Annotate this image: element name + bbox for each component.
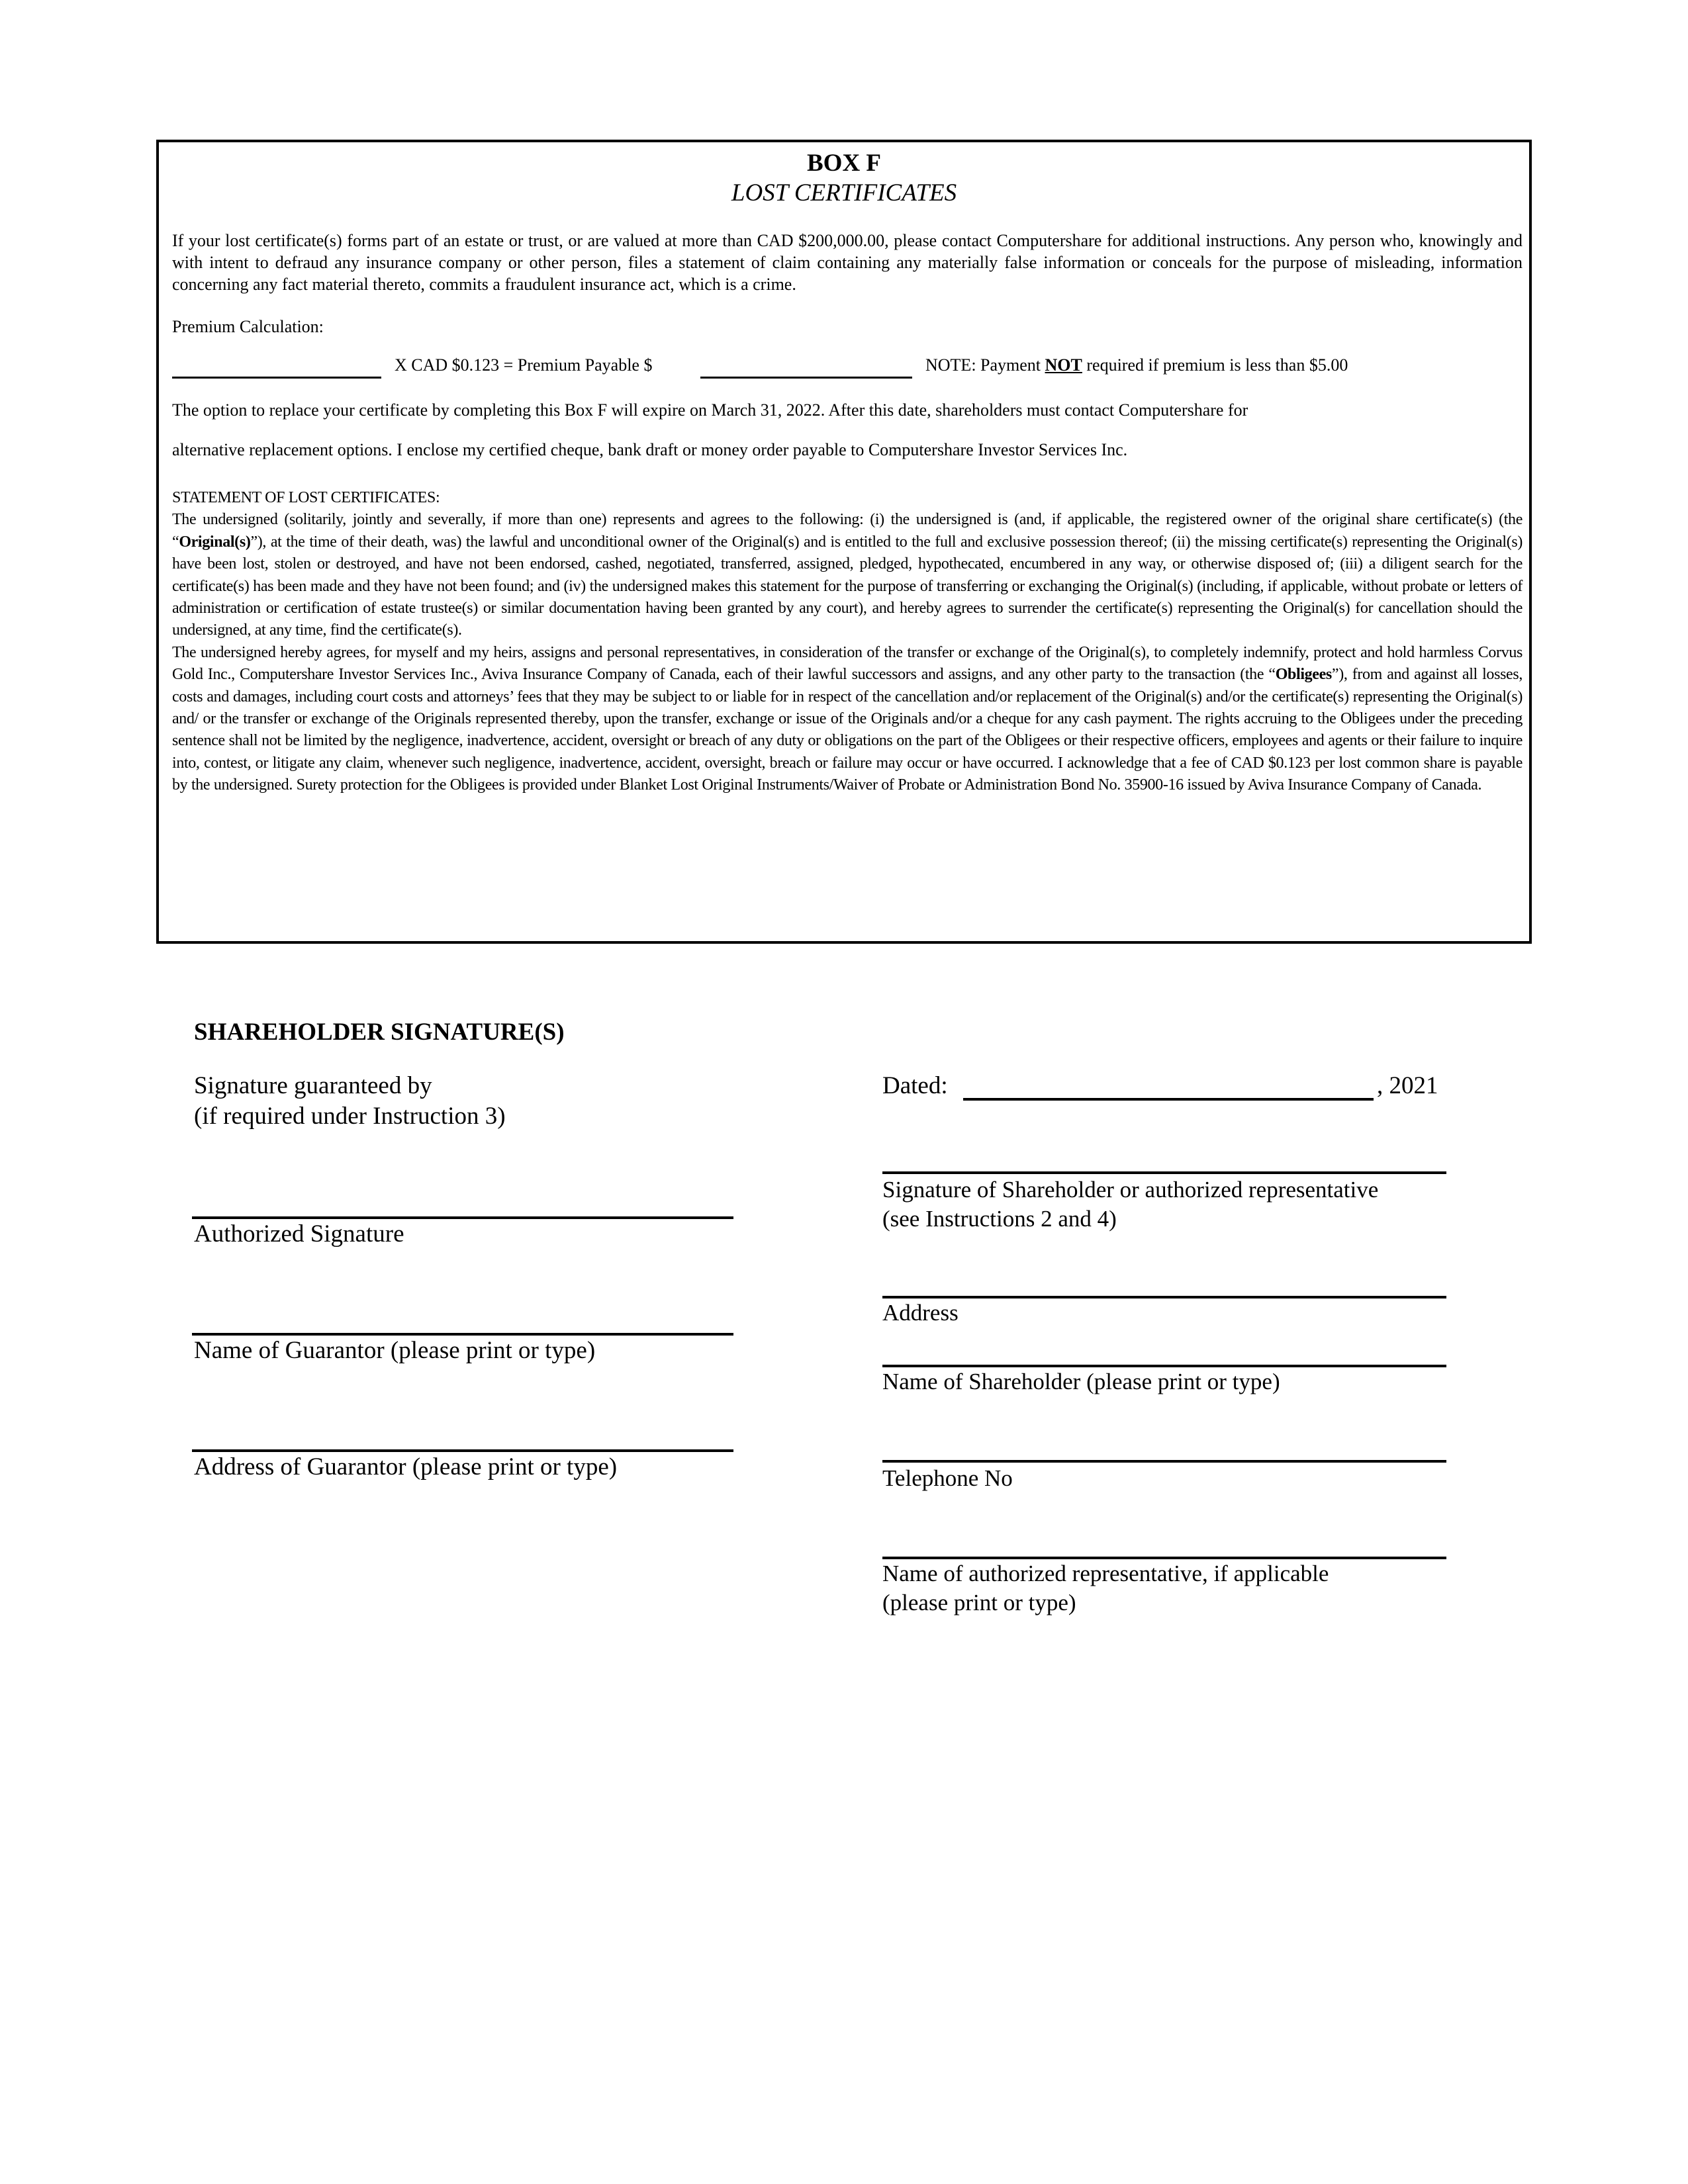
statement-paragraph-2 <box>172 642 1523 797</box>
intro-paragraph: If your lost certificate(s) forms part of an estate or trust, or are valued at more than CAD $200,000.00, please contact Computershare for additional instructions. Any person who, knowingly and with intent to defraud any insurance company or other person, files a statement of claim containing any materially false information or conceals for the purpose of misleading, information concerning any fact material thereto, commits a fraudulent insurance act, which is a crime. <box>172 231 1523 294</box>
premium-payable-field[interactable] <box>700 355 912 379</box>
guarantor-address-label: Address of Guarantor (please print or type) <box>194 1453 618 1480</box>
option-line-2: alternative replacement options. I enclose my certified cheque, bank draft or money order payable to Computershare Investor Services Inc. <box>172 440 1128 459</box>
shareholder-signature-line-2: (see Instructions 2 and 4) <box>882 1206 1117 1232</box>
address-label: Address <box>882 1300 959 1326</box>
guarantee-line-1: Signature guaranteed by <box>194 1072 432 1099</box>
representative-label <box>882 1559 1329 1617</box>
shareholder-signature-label <box>882 1175 1378 1234</box>
statement1-text-b: ”), at the time of their death, was) the lawful and unconditional owner of the Original(s) and is entitled to the full and exclusive possession thereof; (ii) the missing certificate(s) representing the Original(s) have been lost, stolen or destroyed, and have not been endorsed, cashed, negotiated, transferred, assigned, pledged, hypothecated, encumbered in any way, or otherwise disposed of; (iii) a diligent search for the certificate(s) has been made and they have not been found; and (iv) the undersigned makes this statement for the purpose of transferring or exchanging the Original(s) (including, if applicable, without probate or letters of administration or certification of estate trustee(s) or similar documentation having been granted by any court), and hereby agrees to surrender the certificate(s) representing the Original(s) for cancellation should the undersigned, at any time, find the certificate(s). <box>172 533 1523 639</box>
dated-field-line[interactable] <box>963 1098 1374 1101</box>
note-not-emphasis: NOT <box>1045 355 1082 375</box>
obligees-term: Obligees <box>1275 666 1332 684</box>
telephone-line[interactable] <box>882 1460 1446 1463</box>
payment-note <box>925 355 1348 375</box>
dated-year: , 2021 <box>1377 1072 1438 1099</box>
representative-line-2: (please print or type) <box>882 1590 1076 1615</box>
representative-line-1: Name of authorized representative, if applicable <box>882 1561 1329 1586</box>
statement-heading: STATEMENT OF LOST CERTIFICATES: <box>172 489 440 506</box>
shareholder-signature-line[interactable] <box>882 1171 1446 1174</box>
statement2-text-a: The undersigned hereby agrees, for myself and my heirs, assigns and personal representatives, in consideration of the transfer or exchange of the Original(s), to completely indemnify, protect and hold harmless Corvus Gold Inc., Computershare Investor Services Inc., Aviva Insurance Company of Canada, each of their lawful successors and assigns, and any other party to the transaction (the “ <box>172 643 1523 684</box>
statement2-text-b: ”), from and against all losses, costs and damages, including court costs and attorneys’ fees that they may be subject to or liable for in respect of the cancellation and/or replacement of the Original(s) and/or the certificate(s) representing the Original(s) and/ or the transfer or exchange of the Originals represented thereby, upon the transfer, exchange or issue of the Originals and/or a cheque for any cash payment. The rights accruing to the Obligees under the preceding sentence shall not be limited by the negligence, inadvertence, accident, oversight or breach of any duty or obligations on the part of the Obligees or their respective officers, employees and agents or their failure to inquire into, contest, or litigate any claim, whenever such negligence, inadvertence, accident, oversight, breach or failure may occur or have occurred. I acknowledge that a fee of CAD $0.123 per lost common share is payable by the undersigned. Surety protection for the Obligees is provided under Blanket Lost Original Instruments/Waiver of Probate or Administration Bond No. 35900-16 issued by Aviva Insurance Company of Canada. <box>172 666 1523 794</box>
shareholder-signature-line-1: Signature of Shareholder or authorized representative <box>882 1177 1379 1203</box>
statement-paragraph-1 <box>172 509 1523 641</box>
statement-of-lost-certificates <box>172 487 1523 797</box>
originals-term: Original(s) <box>179 533 251 551</box>
box-f-lost-certificates <box>156 140 1532 944</box>
guarantor-name-label: Name of Guarantor (please print or type) <box>194 1337 596 1364</box>
authorized-signature-label: Authorized Signature <box>194 1220 404 1248</box>
premium-calculation-row <box>172 355 1523 382</box>
signatures-heading: SHAREHOLDER SIGNATURE(S) <box>194 1019 565 1046</box>
telephone-label: Telephone No <box>882 1465 1013 1491</box>
address-line[interactable] <box>882 1296 1446 1298</box>
premium-multiplier-text: X CAD $0.123 = Premium Payable $ <box>395 355 653 375</box>
note-prefix: NOTE: Payment <box>925 355 1045 375</box>
option-line-1: The option to replace your certificate by completing this Box F will expire on March 31, 2022. After this date, shareholders must contact Computershare for <box>172 400 1248 420</box>
guarantee-line-2: (if required under Instruction 3) <box>194 1103 506 1130</box>
note-suffix: required if premium is less than $5.00 <box>1082 355 1348 375</box>
dated-label: Dated: <box>882 1072 948 1099</box>
statement1-text-a: The undersigned (solitarily, jointly and severally, if more than one) represents and agrees to the following: (i) the undersigned is (and, if applicable, the registered owner of the original share certificate(s) (the “ <box>172 511 1523 551</box>
premium-label: Premium Calculation: <box>172 317 324 336</box>
shareholder-name-label: Name of Shareholder (please print or type) <box>882 1369 1280 1394</box>
box-subtitle: LOST CERTIFICATES <box>731 179 957 206</box>
box-title: BOX F <box>806 150 882 177</box>
shares-count-field[interactable] <box>172 355 381 379</box>
guarantee-label <box>194 1071 506 1132</box>
